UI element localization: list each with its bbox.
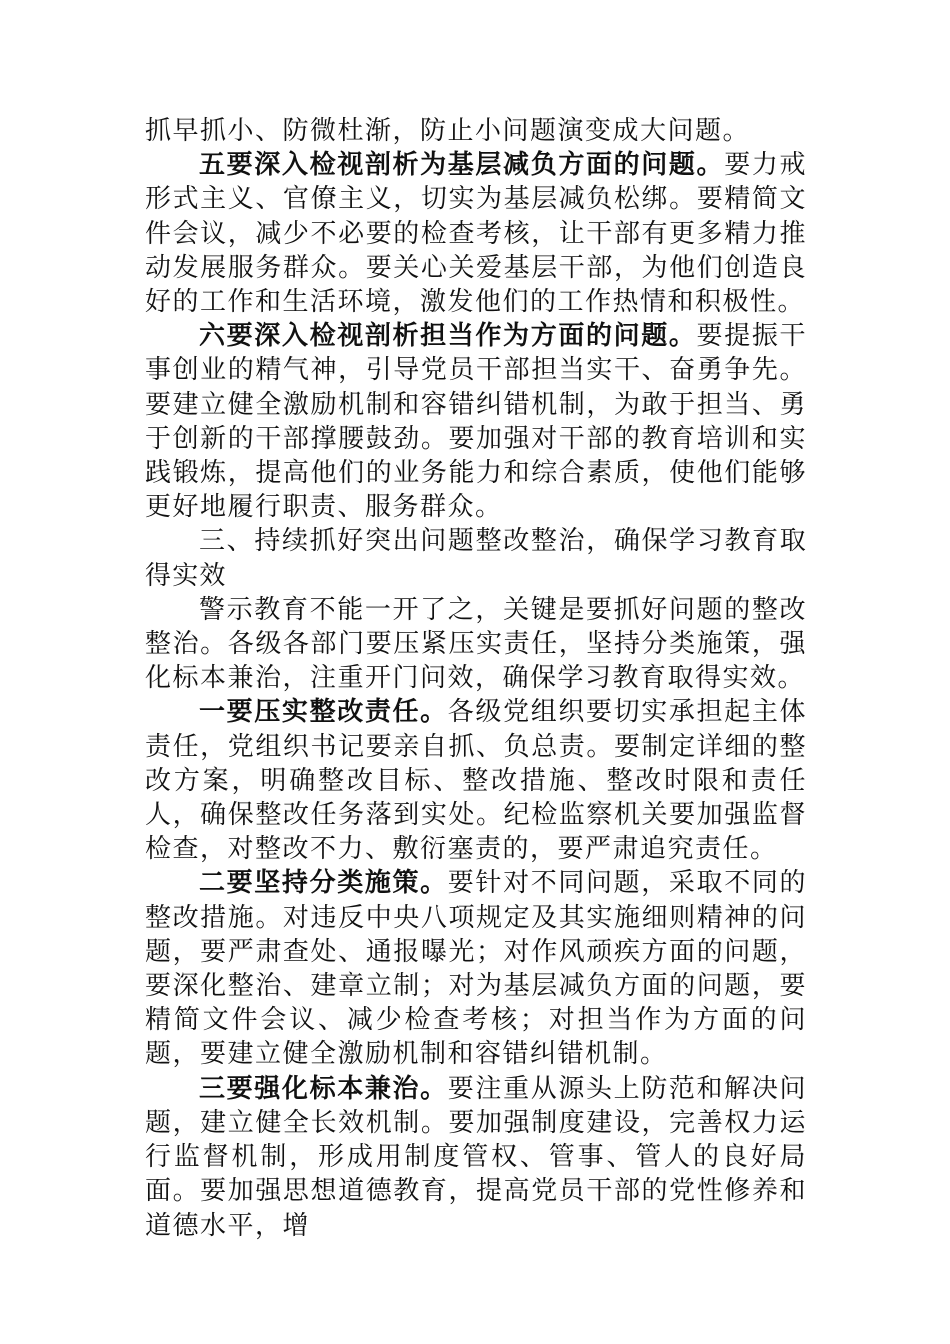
paragraph-lead: 六要深入检视剖析担当作为方面的问题。 [199,321,697,352]
paragraph-text: 警示教育不能一开了之，关键是要抓好问题的整改整治。各级各部门要压紧压实责任，坚持分类施策，强化标本兼治，注重开门问效，确保学习教育取得实效。 [145,594,807,694]
paragraph-item-five [145,148,807,319]
document-body [145,114,807,1243]
paragraph-text: 要注重从源头上防范和解决问题，建立健全长效机制。要加强制度建设，完善权力运行监督机制，形成用制度管权、管事、管人的良好局面。要加强思想道德教育，提高党员干部的党性修养和道德水平，增 [145,1073,807,1241]
paragraph-text: 要提振干事创业的精气神，引导党员干部担当实干、奋勇争先。要建立健全激励机制和容错纠错机制，为敢于担当、勇于创新的干部撑腰鼓劲。要加强对干部的教育培训和实践锻炼，提高他们的业务能力和综合素质，使他们能够更好地履行职责、服务群众。 [145,321,807,523]
paragraph-lead: 一要压实整改责任。 [199,697,448,728]
paragraph-text: 抓早抓小、防微杜渐，防止小问题演变成大问题。 [145,116,751,146]
paragraph-item-three [145,1072,807,1243]
paragraph-lead: 三要强化标本兼治。 [199,1073,448,1104]
paragraph-item-one [145,695,807,866]
paragraph-lead: 五要深入检视剖析为基层减负方面的问题。 [199,150,725,181]
paragraph-text: 要针对不同问题，采取不同的整改措施。对违反中央八项规定及其实施细则精神的问题，要严肃查处、通报曝光；对作风顽疾方面的问题，要深化整治、建章立制；对为基层减负方面的问题，要精简文件会议、减少检查考核；对担当作为方面的问题，要建立健全激励机制和容错纠错机制。 [145,868,807,1070]
section-heading [145,524,807,592]
paragraph-lead: 二要坚持分类施策。 [199,868,448,899]
section-heading-text: 三、持续抓好突出问题整改整治，确保学习教育取得实效 [145,526,807,591]
paragraph-text: 要力戒形式主义、官僚主义，切实为基层减负松绑。要精简文件会议，减少不必要的检查考核，让干部有更多精力推动发展服务群众。要关心关爱基层干部，为他们创造良好的工作和生活环境，激发他们的工作热情和积极性。 [145,150,807,318]
paragraph-intro [145,593,807,696]
paragraph-continuation [145,114,807,148]
paragraph-item-two [145,866,807,1071]
paragraph-item-six [145,319,807,524]
paragraph-text: 各级党组织要切实承担起主体责任，党组织书记要亲自抓、负总责。要制定详细的整改方案，明确整改目标、整改措施、整改时限和责任人，确保整改任务落到实处。纪检监察机关要加强监督检查，对整改不力、敷衍塞责的，要严肃追究责任。 [145,697,807,865]
